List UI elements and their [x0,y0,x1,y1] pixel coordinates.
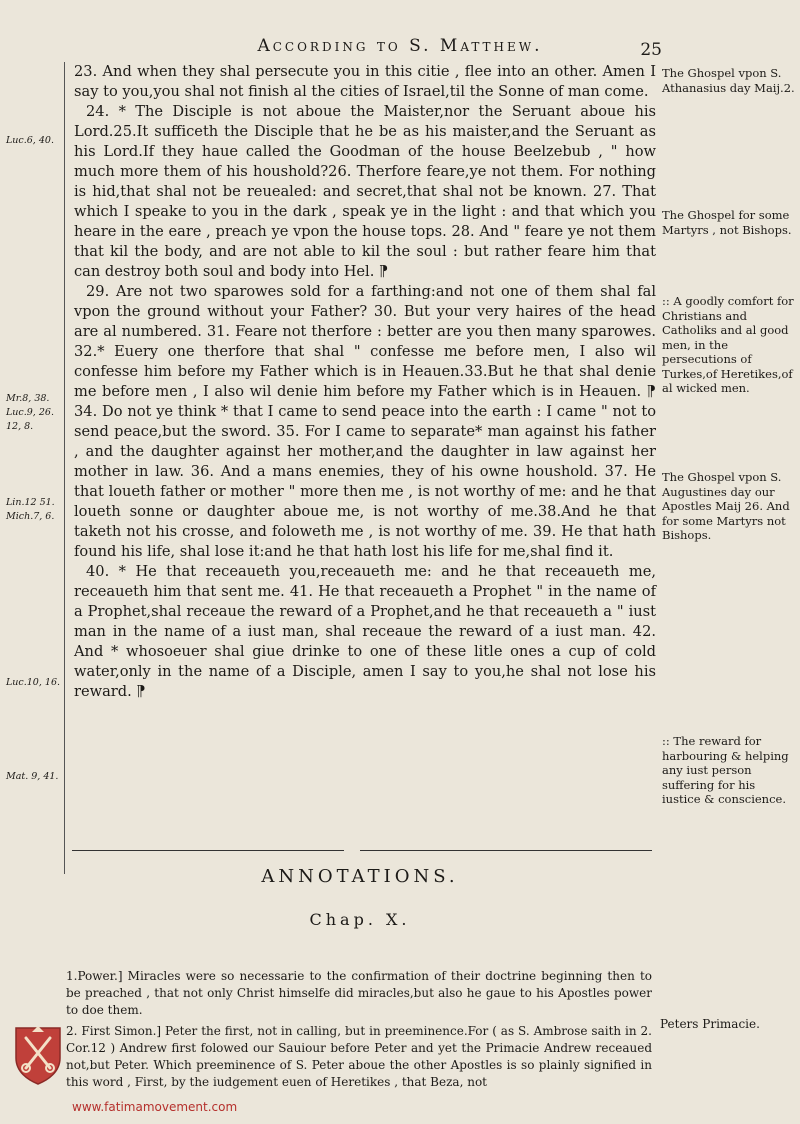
verse-paragraph: 23. And when they shal persecute you in this citie , flee into an other. Amen I say to you,you shal not finish al the cities of Israel,til the Sonne of man come. [74,63,656,100]
right-margin-note: The Ghospel for some Martyrs , not Bishops. [662,208,792,237]
page-number: 25 [640,40,662,60]
section-rule [360,850,652,851]
annotation-side-note: Peters Primacie. [660,1017,760,1031]
running-header: According to S. Matthew. [257,36,543,56]
annotation-paragraph: 1.Power.] Miracles were so necessarie to the confirmation of their doctrine beginning then to be preached , that not only Christ himselfe did miracles,but also he gaue to his Apostles power to doe them. [66,969,652,1017]
right-margin-note: :: The reward for harbouring & helping any iust person suffering for his iustice & conscience. [662,734,789,806]
annotations-text [66,968,652,1091]
footer-url: www.fatimamovement.com [72,1100,238,1114]
left-margin-note: Lin.12 51. Mich.7, 6. [6,497,55,522]
section-rule [72,850,344,851]
keys-shield-logo [12,1024,64,1086]
right-margin-note: The Ghospel vpon S. Athanasius day Maij.2. [662,66,795,95]
scripture-text [74,62,656,702]
right-margin-note: The Ghospel vpon S. Augustines day our Apostles Maij 26. And for some Martyrs not Bishops. [662,470,790,542]
verse-paragraph: 29. Are not two sparowes sold for a farthing:and not one of them shal fal vpon the ground without your Father? 30. But your very haires of the head are al numbered. 31. Feare not therfore : better are you then many sparowes. 32.* Euery one therfore that shal " confesse me before men, I also wil confesse him before my Father which is in Heauen.33.But he that shal denie me before men , I also wil denie him before my Father which is in Heauen. ⁋ 34. Do not ye think * that I came to send peace into the earth : I came " not to send peace,but the sword. 35. For I came to separate* man against his father , and the daughter against her mother,and the daughter in law against her mother in law. 36. And a mans enemies, they of his owne houshold. 37. He that loueth father or mother " more then me , is not worthy of me: and he that loueth sonne or daughter aboue me, is not worthy of me.38.And he that taketh not his crosse, and foloweth me , is not worthy of me. 39. He that hath found his life, shal lose it:and he that hath lost his life for me,shal find it. [74,283,656,560]
right-margin-note: :: A goodly comfort for Christians and Catholiks and al good men, in the persecutions of Turkes,of Heretikes,of al wicked men. [662,294,794,395]
left-margin-note: Luc.10, 16. [6,677,61,688]
margin-rule [64,62,65,874]
left-margin-note: Luc.6, 40. [6,135,54,146]
verse-paragraph: 24. * The Disciple is not aboue the Maister,nor the Seruant aboue his Lord.25.It sufficeth the Disciple that he be as his maister,and the Seruant as his Lord.If they haue called the Goodman of the house Beelzebub , " how much more them of his houshold?26. Therfore feare,ye not them. For nothing is hid,that shal not be reuealed: and secret,that shal not be known. 27. That which I speake to you in the dark , speak ye in the light : and that which you heare in the eare , preach ye vpon the house tops. 28. And " feare ye not them that kil the body, and are not able to kil the soul : but rather feare him that can destroy both soul and body into Hel. ⁋ [74,103,656,280]
left-margin-note: Mat. 9, 41. [6,771,59,782]
verse-paragraph: 40. * He that receaueth you,receaueth me: and he that receaueth me, receaueth him that sent me. 41. He that receaueth a Prophet " in the name of a Prophet,shal receaue the reward of a Prophet,and he that receaueth a " iust man in the name of a iust man, shal receaue the reward of a iust man. 42. And * whosoeuer shal giue drinke to one of these litle ones a cup of cold water,only in the name of a Disciple, amen I say to you,he shal not lose his reward. ⁋ [74,563,656,700]
chapter-heading: Chap. X. [309,910,411,929]
annotations-heading: ANNOTATIONS. [261,866,459,887]
left-margin-note: Mr.8, 38. Luc.9, 26. 12, 8. [6,393,54,432]
annotation-paragraph: 2. First Simon.] Peter the first, not in calling, but in preeminence.For ( as S. Ambrose saith in 2. Cor.12 ) Andrew first folowed our Sauiour before Peter and yet the Primacie Andrew receaued not,but Peter. Which preeminence of S. Peter aboue the other Apostles is so plainly signified in this word , First, by the iudgement euen of Heretikes , that Beza, not [66,1024,652,1089]
